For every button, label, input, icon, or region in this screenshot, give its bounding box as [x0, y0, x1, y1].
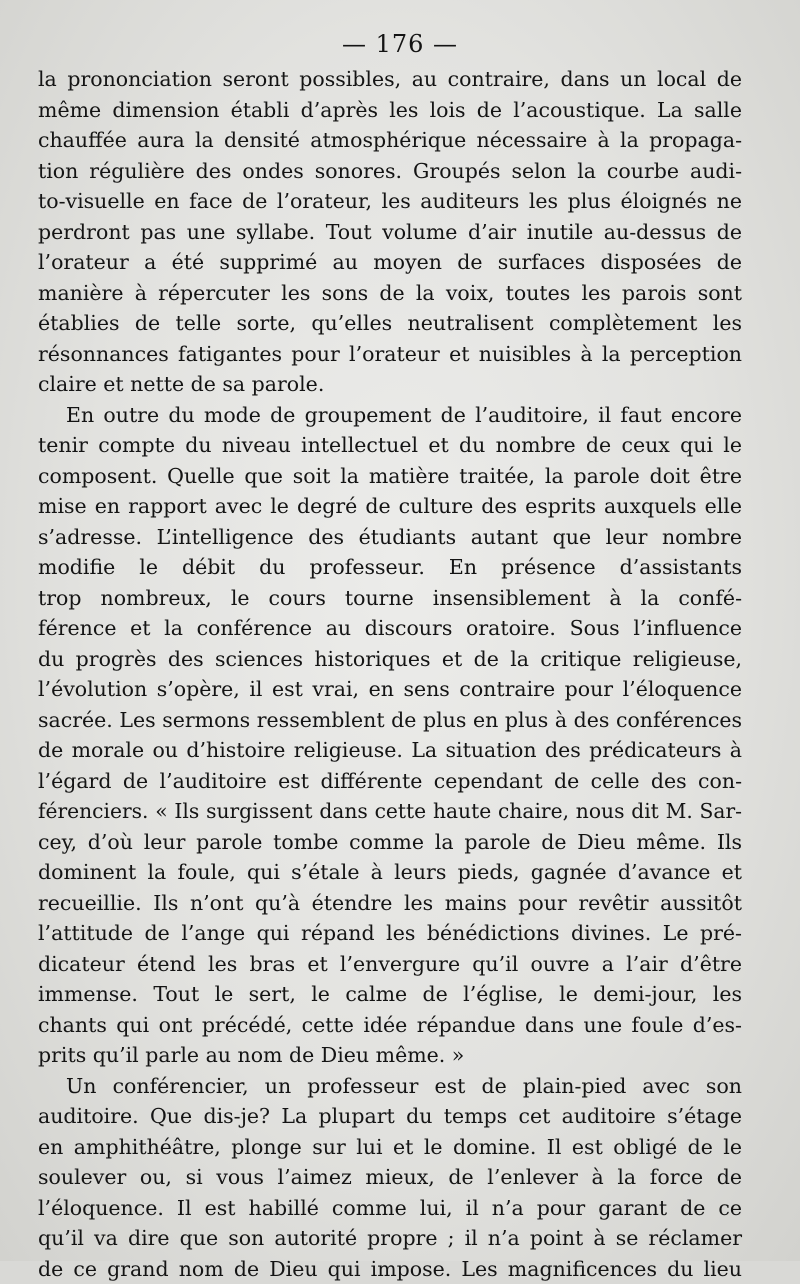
text-line: recueillie. Ils n’ont qu’à étendre les mains pour revêtir aussitôt — [38, 888, 742, 919]
text-line: composent. Quelle que soit la matière traitée, la parole doit être — [38, 461, 742, 492]
text-line: férenciers. « Ils surgissent dans cette haute chaire, nous dit M. Sar- — [38, 796, 742, 827]
text-line: établies de telle sorte, qu’elles neutralisent complètement les — [38, 308, 742, 339]
text-line: en amphithéâtre, plonge sur lui et le domine. Il est obligé de le — [38, 1132, 742, 1163]
text-line: tion régulière des ondes sonores. Groupés selon la courbe audi- — [38, 156, 742, 187]
text-line: modifie le débit du professeur. En présence d’assistants — [38, 552, 742, 583]
text-line: trop nombreux, le cours tourne insensiblement à la confé- — [38, 583, 742, 614]
page-number: — 176 — — [0, 30, 800, 58]
text-line: claire et nette de sa parole. — [38, 369, 742, 400]
text-line: perdront pas une syllabe. Tout volume d’air inutile au-dessus de — [38, 217, 742, 248]
text-line: chants qui ont précédé, cette idée répandue dans une foule d’es- — [38, 1010, 742, 1041]
text-line: l’évolution s’opère, il est vrai, en sens contraire pour l’éloquence — [38, 674, 742, 705]
text-line: qu’il va dire que son autorité propre ; il n’a point à se réclamer — [38, 1223, 742, 1254]
text-line: même dimension établi d’après les lois de l’acoustique. La salle — [38, 95, 742, 126]
text-line: l’égard de l’auditoire est différente cependant de celle des con- — [38, 766, 742, 797]
text-line: du progrès des sciences historiques et de la critique religieuse, — [38, 644, 742, 675]
text-line: soulever ou, si vous l’aimez mieux, de l’enlever à la force de — [38, 1162, 742, 1193]
text-line: En outre du mode de groupement de l’auditoire, il faut encore — [38, 400, 742, 431]
text-line: l’orateur a été supprimé au moyen de surfaces disposées de — [38, 247, 742, 278]
text-line: résonnances fatigantes pour l’orateur et nuisibles à la perception — [38, 339, 742, 370]
text-line: s’adresse. L’intelligence des étudiants autant que leur nombre — [38, 522, 742, 553]
text-line: chauffée aura la densité atmosphérique nécessaire à la propaga- — [38, 125, 742, 156]
text-line: la prononciation seront possibles, au contraire, dans un local de — [38, 64, 742, 95]
text-line: Un conférencier, un professeur est de plain-pied avec son — [38, 1071, 742, 1102]
text-line: to-visuelle en face de l’orateur, les auditeurs les plus éloignés ne — [38, 186, 742, 217]
text-line: sacrée. Les sermons ressemblent de plus en plus à des conférences — [38, 705, 742, 736]
text-line: mise en rapport avec le degré de culture des esprits auxquels elle — [38, 491, 742, 522]
text-line: dicateur étend les bras et l’envergure qu’il ouvre a l’air d’être — [38, 949, 742, 980]
text-line: cey, d’où leur parole tombe comme la parole de Dieu même. Ils — [38, 827, 742, 858]
text-line: prits qu’il parle au nom de Dieu même. » — [38, 1040, 742, 1071]
text-line: l’attitude de l’ange qui répand les bénédictions divines. Le pré- — [38, 918, 742, 949]
text-line: manière à répercuter les sons de la voix, toutes les parois sont — [38, 278, 742, 309]
text-line: l’éloquence. Il est habillé comme lui, il n’a pour garant de ce — [38, 1193, 742, 1224]
text-line: férence et la conférence au discours oratoire. Sous l’influence — [38, 613, 742, 644]
text-line: auditoire. Que dis-je? La plupart du temps cet auditoire s’étage — [38, 1101, 742, 1132]
text-line: tenir compte du niveau intellectuel et du nombre de ceux qui le — [38, 430, 742, 461]
text-line: dominent la foule, qui s’étale à leurs pieds, gagnée d’avance et — [38, 857, 742, 888]
text-line: de ce grand nom de Dieu qui impose. Les magnificences du lieu — [38, 1254, 742, 1284]
text-line: immense. Tout le sert, le calme de l’église, le demi-jour, les — [38, 979, 742, 1010]
body-text — [38, 64, 742, 1284]
text-line: de morale ou d’histoire religieuse. La situation des prédicateurs à — [38, 735, 742, 766]
